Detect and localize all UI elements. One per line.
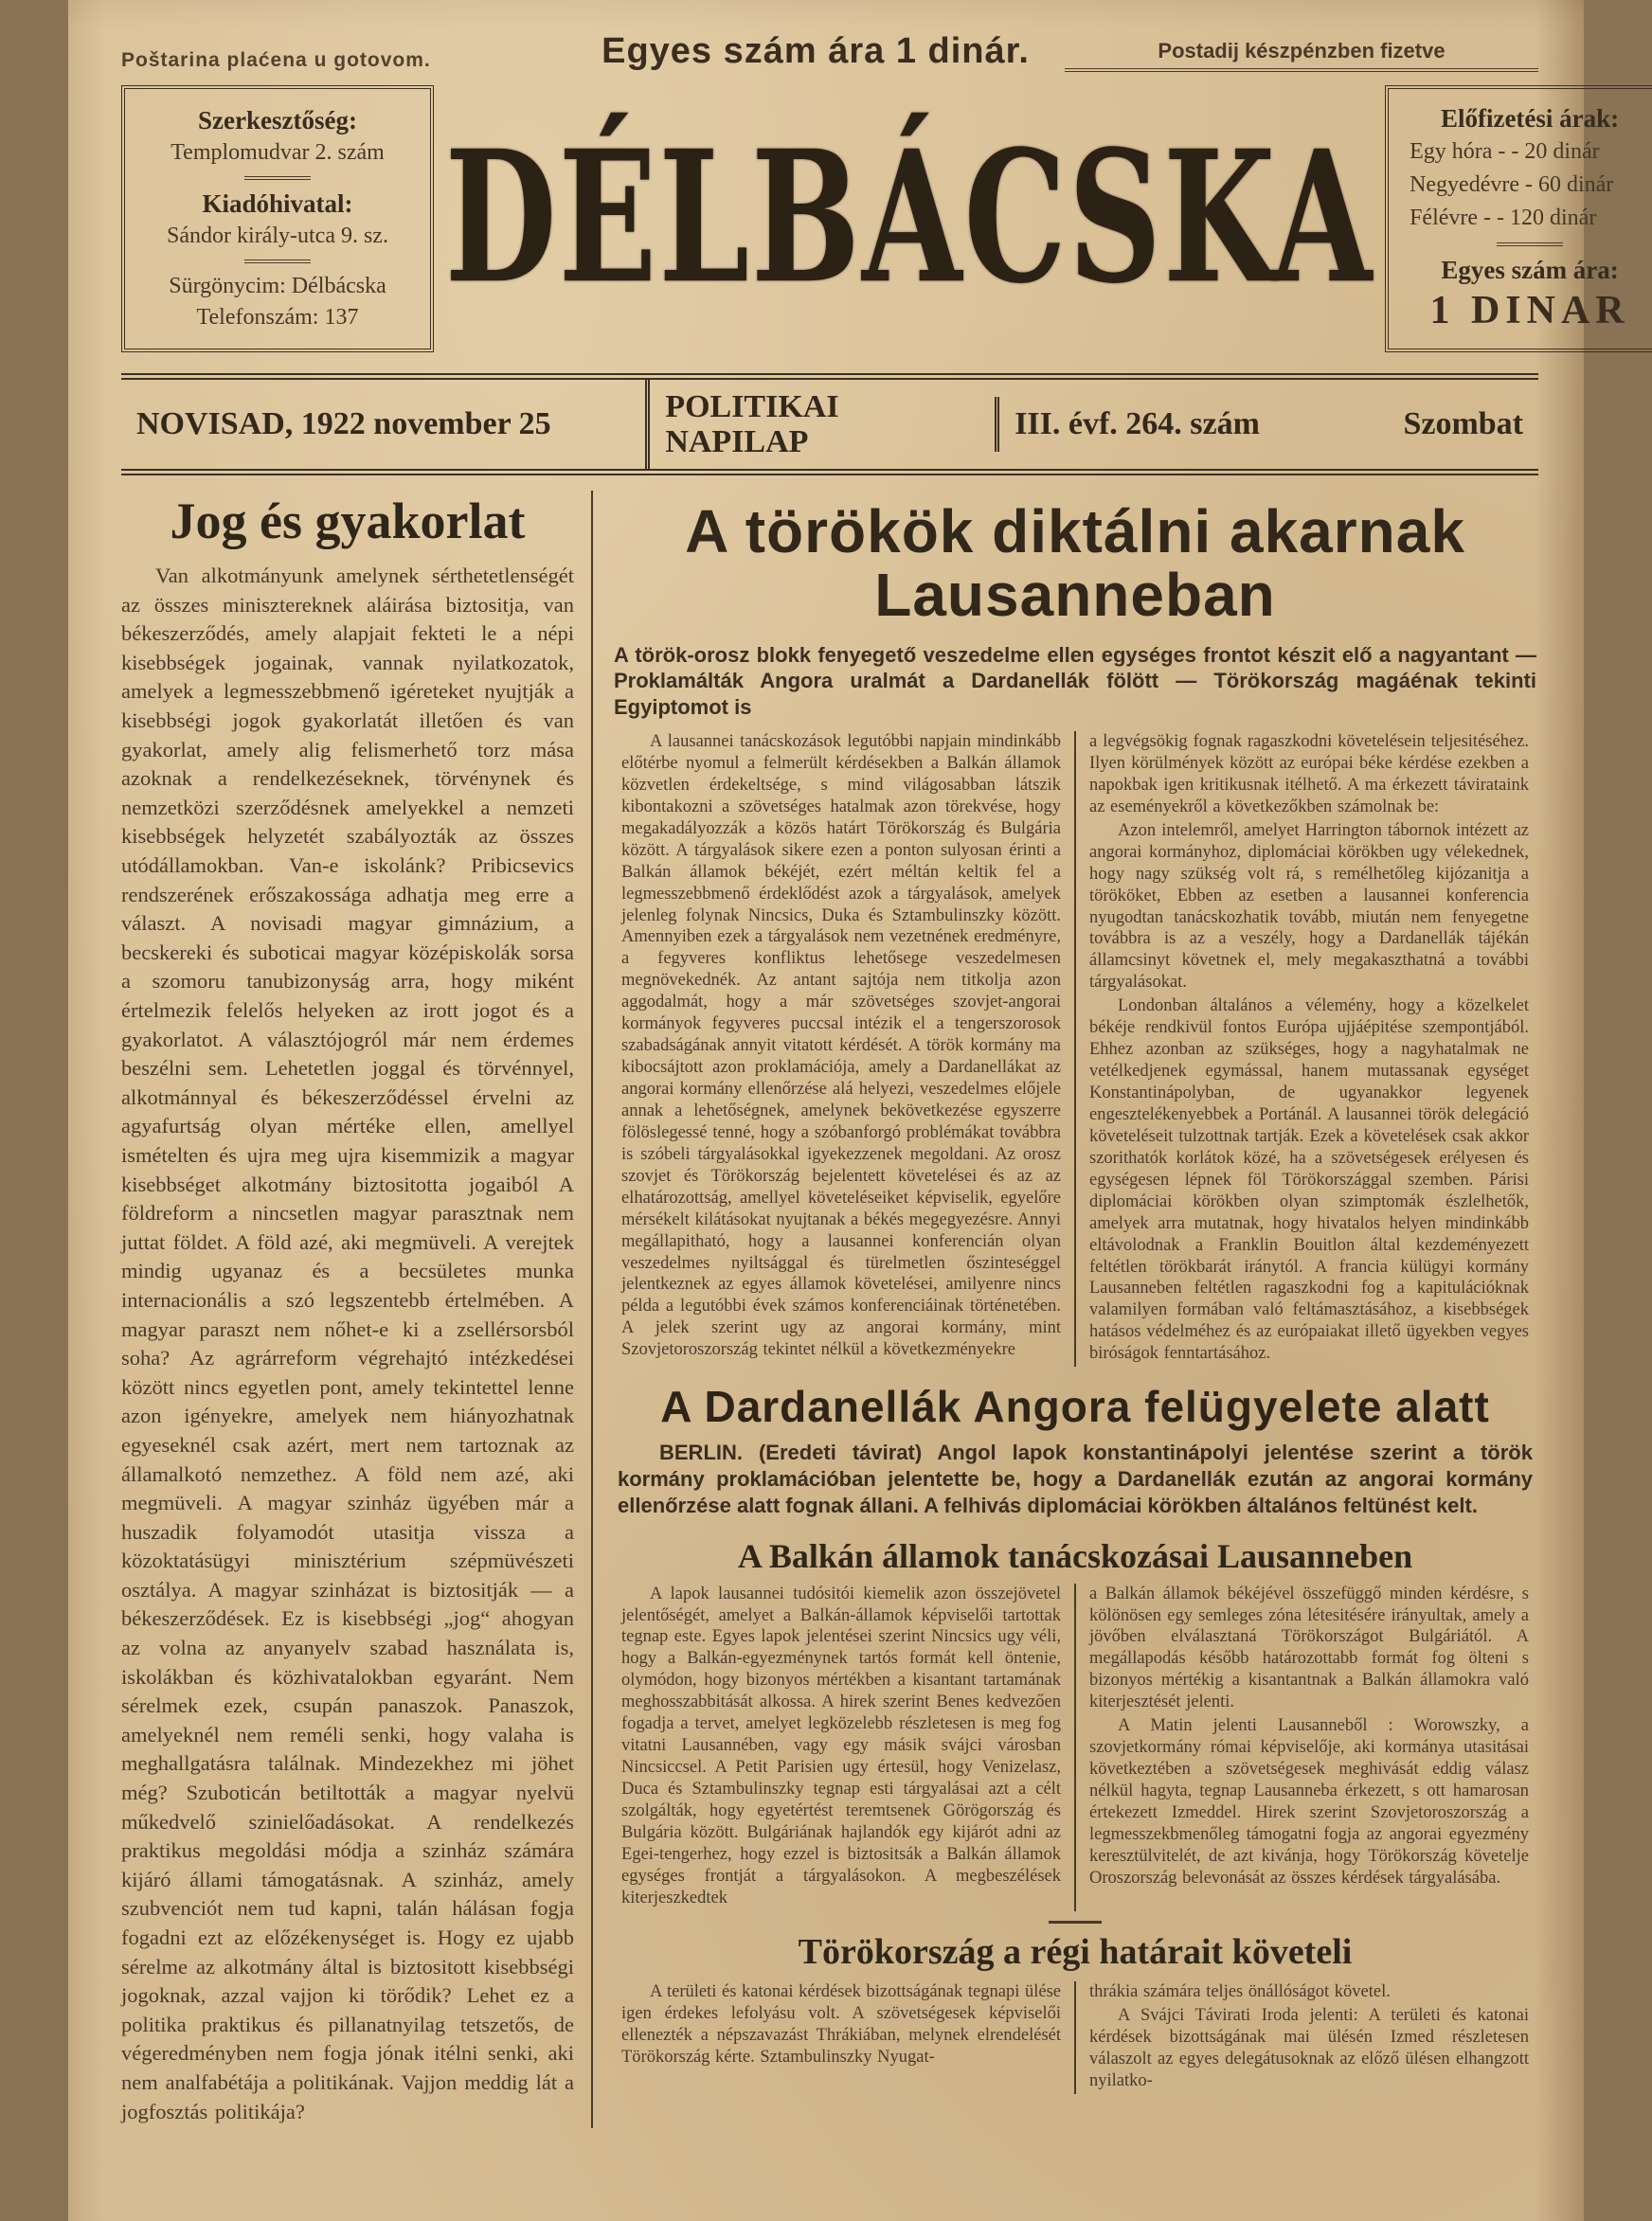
- balkan-section-columns: [608, 1584, 1542, 1911]
- subscription-price-quarter: Negyedévre - 60 dinár: [1410, 172, 1614, 198]
- telegram-address: Sürgönycim: Délbácska: [169, 273, 386, 298]
- phone-number: Telefonszám: 137: [196, 304, 359, 330]
- postage-paid-note: Poštarina plaćena u gotovom.: [121, 48, 431, 71]
- divider-rule: [1497, 242, 1563, 246]
- paragraph: a legvégsökig fognak ragaszkodni követelésein teljesitéséhez. Ilyen körülmények között az európai béke kérdése ezekben a napokbak igen kritikusnak itélhető. A ma érkezett távirataink az eseményekről a következőkben számolnak be:: [1089, 732, 1529, 816]
- paragraph: Londonban általános a vélemény, hogy a közelkelet békéje rendkivül fontos Európa ujjáépitése szempontjából. Ehhez azonban az szükséges, hogy a nagyhatalmak ne vetélkedjenek egymással, hanem mutassanak egységet Konstantinápolyban, de ugyanakkor legyenek engesztelékenyebbek a Portánál. A lausannei török delegáció követeléseit tulzottnak tartják. Ezek a követelések csak akkor szorithatók korlátok közé, ha a szövetségesek erélyesen és egységesen lépnek föl Törökországgal szemben. Párisi diplomáciai körökben olyan szimptomák észlelhetők, amelyek arra mutatnak, hogy hivatalos helyen mindinkább eltávolodnak a Franklin Bouitlon által kezdeményezett feltétlen törökbarát iránytól. A francia külügyi kormány Lausanneben feltétlen ragaszkodni fog a kapitulációknak valamilyen formában való feltámasztásához, a kisebbségek hatásos védelméhez és az európaiakat illető ügyekben vegyes biróságok fenntartásához.: [1089, 996, 1529, 1364]
- main-article-columns: [608, 731, 1542, 1367]
- paragraph: A lapok lausannei tudósitói kiemelik azon összejövetel jelentőségét, amelyet a Balkán-államok képviselői tartottak tegnap este. Egyes lapok jelentései szerint Nincsics ugy véli, hogy a Balkán-egyezménynek tartós formát kell öntenie, olymódon, hogy bizonyos mértékben a kisantant tartamának meghosszabbitását alkossa. A hirek szerint Benes kedvezően fogadja a tervet, amelyet legközelebb részletesen is meg fog vitatni Lausannében, vagy egy másik svájci városban Nincsiccsel. A Petit Parisien ugy értesül, hogy Venizelasz, Duca és Sztambulinszky tegnap esti tárgyalásai azt a célt szolgálták, hogy egyetértést teremtsenek Görögország és Bulgária között. Bulgáriának hajlandók egy kijárót adni az Egei-tengerhez, hogy ezzel is biztositsák a Balkán államok egységes frontját a tárgyalásokon. A megbeszélések kiterjeszkedtek: [621, 1584, 1061, 1908]
- left-article: [121, 491, 593, 2128]
- paragraph: A lausannei tanácskozások legutóbbi napjain mindinkább előtérbe nyomul a felmerült kérdésekben a Balkán államok közvetlen érdekeltsége, s mind világosabban látszik kibontakozni a szövetséges hatalmak azon törekvése, hogy megakadályozzák a közös határt Törökország és Bulgária között. A tárgyalások sikere ezen a ponton sulyosan érinti a Balkán államok békéjét, ezért méltán keltik fel a legmesszebbmenő érdeklődést azok a tárgyalások, amelyek jelenleg folynak Nincsics, Duka és Sztambulinszky között. Amennyiben ezek a tárgyalások nem vezetnének eredményre, a fegyveres konfliktus lehetősege veszedelmesen megnövekednék. Az antant sajtója nem titkolja azon aggodalmát, hogy a már szövetséges szovjet-angorai kormányok fegyveres puccsal intézik el a tengerszorosok szabadságának annyit vitatott kérdését. A török kormány ma kibocsájtott azon proklamációja, amely a Dardanellákat az angorai kormány ellenőrzése alá helyezi, veszedelmes előjele annak a lehetőségnek, amelynek bekövetkezése egyszerre fölöslegessé tenné, hogy a szóbanforgó problémákat továbbra is szóbeli tárgyalásokkal igyekezzenek megoldani. Az orosz szovjet és Törökország bejelentett követelései és az az elhatározottság, amellyel követeléseiket képviselik, egyelőre mérsékelt kilátásokat nyujtanak a békés megegyezésre. Annyi megállapitható, hogy a lausannei konferencián olyan veszedelmes nyiltsággal és türelmetlen őszinteséggel jelentkeznek az egyes államok követelései, amilyenre nincs példa a legutóbbi évek számos konferenciáinak történetében. A jelek szerint ugy az angorai kormány, mint Szovjetoroszország tekintet nélkül a következményekre: [621, 732, 1061, 1360]
- dardanelles-section-title: A Dardanellák Angora felügyelete alatt: [660, 1382, 1490, 1432]
- paragraph: Van alkotmányunk amelynek sérthetetlenségét az összes minisztereknek aláirása biztositja, van békeszerződés, amely alapjait fekteti le a népi kisebbségek jogainak, vannak nyilatkozatok, amelyek a legmesszebbmenő igéreteket nyujtják a kisebbségi jogok gyakorlatát illetően és van gyakorlat, amely alig felismerhető torz mása azoknak a rendelkezéseknek, törvénynek és nemzetközi szerződésnek amelyekkel a nemzeti kisebbségek helyzetét szabályozták az összes utódállamokban. Van-e iskolánk? Pribicsevics rendszerének erőszakossága adhatja meg erre a választ. A novisadi magyar gimnázium, a becskereki és suboticai magyar középiskolák sorsa a szomoru tanubizonyság arra, hogy miként értelmezik felelős helyeken az irott jogot és a gyakorlatot. A választójogról már nem érdemes beszélni sem. Lehetetlen joggal és törvénnyel, alkotmánnyal és békeszerződéssel érvelni az agyafurtság olyan mértéke ellen, amellyel ismételten és ujra meg ujra kisemmizik a magyar kisebbséget alkotmány biztositotta jogaiból A földreform a nincsetlen magyar parasztnak nem juttat földet. A föld azé, aki megmüveli. A verejtek mindig ugyanaz és a becsületes munka internacionális a szó legszentebb értelmében. A magyar paraszt nem nőhet-e ki a zsellérsorsból soha? Az agrárreform végrehajtó intézkedései között nincs egyetlen pont, amely tekintettel lenne azon igényekre, amelyek nem hiányozhatnak egyeseknél csak azért, mert nem tartoznak az államalkotó nemzethez. A föld nem azé, aki megmüveli. A magyar szinház ügyében már a huszadik folyamodót utasitja vissza a közoktatásügyi minisztérium szépmüvészeti osztálya. A magyar szinházat is biztositják — a békeszerződések. Ez is kisebbségi „jog“ ahogyan az volna az anyanyelv szabad használata is, iskolákban és közhivatalokban egyaránt. Nem sérelmek ezek, csupán panaszok. Panaszok, amelyeknél nem reméli senki, hogy valaha is meghallgatásra találnak. Mindezekhez mi jöhet még? Szuboticán betiltották a magyar nyelvü műkedvelő szinielőadásokat. A rendelkezés praktikus megoldási módja a szinház számára kijáró állami támogatásnak. A szinház, amely szubvenciót nem tud kapni, talán hálásan fogja fogadni ezt az előzékenységet is. Hogy ez ujabb sérelme az alkotmány által is biztositott kisebbségi jogoknak, azzal vajjon ki törődik? Lehet ez a politika praktikus és pillanatnyilag tetszetős, de végeredményben nem fogja jónak itélni senki, aki nem analfabétája a politikának. Vajjon meddig lát a jogfosztás politikája?: [121, 564, 574, 2123]
- subscription-box: [1385, 85, 1652, 352]
- editorial-office-address: Templomudvar 2. szám: [171, 140, 385, 166]
- main-article-column-1: [608, 731, 1074, 1367]
- paragraph: A Svájci Távirati Iroda jelenti: A területi és katonai kérdések bizottságának mai ülésén Izmed részletesen válaszolt az egyes delegátusoknak az előző ülésen elhangzott nyilatko-: [1089, 2006, 1529, 2091]
- single-copy-price-label: Egyes szám ára:: [1441, 256, 1619, 285]
- newspaper-title: DÉLBÁCSKA: [444, 111, 1374, 325]
- paragraph: A Matin jelenti Lausanneből : Worowszky, a szovjetkormány római képviselője, aki kormánya utasitásai következtében a szövetségesek meghivását eddig válasz nélkül hagyta, tegnap Lausanneba érkezett, s ott hamarosan értekezett Izmeddel. Hirek szerint Szovjetoroszország a legmesszekbmenőleg támogatni fogja az angorai egyezmény keresztülvitelét, de azt kivánja, hogy Törökország követelje Oroszország belevonását az összes kérdések tárgyalásába.: [1089, 1716, 1529, 1888]
- main-article-title: [608, 497, 1542, 629]
- balkan-column-2: [1074, 1584, 1542, 1911]
- main-article-title-line1: A törökök diktálni akarnak: [685, 497, 1465, 566]
- single-copy-price-value: 1 DINAR: [1429, 289, 1630, 333]
- balkan-section-title: A Balkán államok tanácskozásai Lausanneben: [737, 1536, 1413, 1575]
- dateline-paper-type: POLITIKAI NAPILAP: [645, 380, 995, 470]
- left-article-body: [121, 562, 574, 2126]
- dateline-issue: III. évf. 264. szám: [1015, 406, 1260, 442]
- top-strip: [68, 0, 1584, 72]
- borders-section-title: Törökország a régi határait követeli: [798, 1931, 1353, 1972]
- main-article-column-2: [1074, 731, 1542, 1367]
- left-article-title: Jog és gyakorlat: [170, 493, 526, 550]
- editorial-office-box: [121, 85, 434, 352]
- main-article-region: [593, 491, 1542, 2128]
- dateline-day: Szombat: [1403, 406, 1523, 442]
- section-divider-dash: [1049, 1921, 1102, 1924]
- main-article-subtitle: A török-orosz blokk fenyegető veszedelme ellen egységes frontot készit elő a nagyantant — Proklamálták Angora uralmát a Dardanellák fölött — Törökország magáénak tekinti Egyiptomot is: [614, 642, 1536, 719]
- paragraph: A területi és katonai kérdések bizottságának tegnapi ülése igen érdekes lefolyásu volt. A szövetségesek képviselői ellenezték a népszavazást Thrákiában, melynek elrendelését Törökország kérte. Sztambulinszky Nyugat-: [621, 1982, 1061, 2068]
- subscription-prices-label: Előfizetési árak:: [1440, 103, 1620, 133]
- divider-rule: [244, 176, 311, 180]
- main-article-title-line2: Lausanneban: [874, 560, 1276, 629]
- divider-rule: [244, 260, 311, 263]
- berlin-telegram-lead: BERLIN. (Eredeti távirat) Angol lapok konstantinápolyi jelentése szerint a török kormány proklamációban jelentette be, hogy a Dardanellák ezután az angorai kormány ellenőrzése alatt fognak állani. A felhivás diplomáciai körökben általános feltünést kelt.: [618, 1440, 1533, 1517]
- editorial-office-label: Szerkesztőség:: [198, 106, 357, 135]
- subscription-price-halfyear: Félévre - - 120 dinár: [1410, 206, 1597, 231]
- dateline-place-date: NOVISAD, 1922 november 25: [136, 406, 551, 442]
- newspaper-front-page: [68, 0, 1630, 2221]
- publisher-office-label: Kiadóhivatal:: [202, 188, 353, 218]
- paragraph: Azon intelemről, amelyet Harrington tábornok intézett az angorai kormányhoz, diplomáciai körökben ugy vélekednek, hogy nagy szükség volt rá, s remélhetőleg kijózanitja a törököket, Ebben az esetben a lausannei konferencia nyugodtan tanácskozhatik tovább, miután nem fenyegetne továbbra is az a veszély, hogy a Dardanellák tájékán államcsinyt követnek el, mely megakaszthatná a további tárgyalásokat.: [1089, 820, 1529, 993]
- page-content: [68, 475, 1584, 2128]
- subscription-price-month: Egy hóra - - 20 dinár: [1410, 138, 1600, 164]
- borders-column-1: [608, 1981, 1074, 2094]
- postage-cash-note: Postadij készpénzben fizetve: [1065, 38, 1538, 72]
- paragraph: thrákia számára teljes önállóságot követel.: [1089, 1982, 1391, 2002]
- paragraph: a Balkán államok békéjével összefüggő minden kérdésre, s kölönösen egy semleges zóna létesitésére irányultak, amely a jövőben elválasztaná Törökországot Bulgáriától. A megállapodás később határozottabb formát fog ölteni s bizonyos mértékig a kisantantnak a Balkán államokra való kiterjesztését jelenti.: [1089, 1584, 1529, 1712]
- borders-column-2: [1074, 1981, 1542, 2094]
- borders-section-columns: [608, 1981, 1542, 2094]
- masthead-row: [68, 72, 1630, 358]
- publisher-office-address: Sándor király-utca 9. sz.: [167, 223, 388, 248]
- dateline-bar: [121, 373, 1538, 476]
- single-copy-price-banner: Egyes szám ára 1 dinár.: [602, 31, 1030, 71]
- balkan-column-1: [608, 1584, 1074, 1911]
- dateline-issue-day: [995, 397, 1538, 451]
